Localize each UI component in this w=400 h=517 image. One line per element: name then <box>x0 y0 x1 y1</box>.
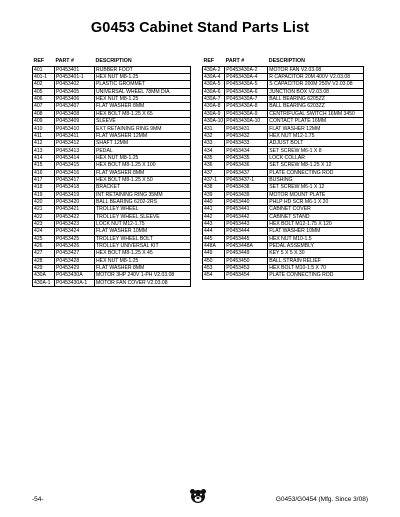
part-number-cell: P0453425 <box>55 235 95 242</box>
description-cell: SET SCREW M6-1 X 12 <box>268 184 364 191</box>
table-row <box>33 162 191 169</box>
description-cell: FLAT WASHER 10MM <box>268 228 364 235</box>
description-cell: BALL BEARING 6203ZZ <box>268 103 364 110</box>
description-cell: FLAT WASHER 12MM <box>95 132 191 139</box>
ref-cell: 419 <box>33 191 55 198</box>
description-cell: FLAT WASHER 10MM <box>95 228 191 235</box>
ref-cell: 430A-2 <box>203 66 225 73</box>
header-part: PART # <box>55 58 95 66</box>
part-number-cell: P0453422 <box>55 213 95 220</box>
description-cell: CENTRIFUGAL SWITCH 16MM 3450 <box>268 110 364 117</box>
ref-cell: 430A-10 <box>204 118 224 125</box>
description-cell: LOCK NUT M12-1.75 <box>95 220 191 227</box>
description-cell: PLATE CONNECTING ROD <box>268 169 364 176</box>
part-number-cell: P0453449 <box>225 250 268 257</box>
ref-cell: 430A-7 <box>203 96 225 103</box>
part-number-cell: P0453430A-2 <box>225 66 268 73</box>
part-number-cell: P0453406 <box>55 96 95 103</box>
table-row <box>203 110 364 117</box>
ref-cell: 445 <box>203 235 225 242</box>
table-row <box>203 125 364 132</box>
description-cell: S CAPACITOR 200M 250V V2.03.08 <box>268 81 364 88</box>
part-number-cell: P0453428 <box>55 257 95 264</box>
description-cell: FLAT WASHER 8MM <box>95 103 191 110</box>
table-row <box>203 154 364 161</box>
table-row <box>33 66 191 73</box>
part-number-cell: P0453419 <box>55 191 95 198</box>
part-number-cell: P0453430A-4 <box>225 74 268 81</box>
ref-cell: 401 <box>33 66 55 73</box>
ref-cell: 449 <box>203 250 225 257</box>
table-row <box>203 213 364 220</box>
ref-cell: 431 <box>203 125 225 132</box>
part-number-cell: P0453405 <box>55 88 95 95</box>
table-row <box>33 81 191 88</box>
ref-cell: 424 <box>33 228 55 235</box>
description-cell: FLAT WASHER 8MM <box>95 169 191 176</box>
ref-cell: 443 <box>203 220 225 227</box>
ref-cell: 421 <box>33 206 55 213</box>
part-number-cell: P0453430A-9 <box>225 110 268 117</box>
ref-cell: 416 <box>33 169 55 176</box>
description-cell: TROLLEY WHEEL BOLT <box>95 235 191 242</box>
ref-cell: 415 <box>33 162 55 169</box>
part-number-cell: P0453430A-8 <box>225 103 268 110</box>
table-row <box>33 88 191 95</box>
ref-cell: 430A-5 <box>203 81 225 88</box>
part-number-cell: P0453430A-1 <box>55 279 95 286</box>
ref-cell: 428 <box>33 257 55 264</box>
ref-cell: 422 <box>33 213 55 220</box>
parts-table-right <box>202 58 364 280</box>
table-row <box>33 250 191 257</box>
ref-cell: 430A-4 <box>203 74 225 81</box>
description-cell: SET SCREW M6-1 X 8 <box>268 147 364 154</box>
table-row <box>203 257 364 264</box>
description-cell: HEX NUT M8-1.25 <box>95 96 191 103</box>
page-title: G0453 Cabinet Stand Parts List <box>90 20 310 36</box>
part-number-cell: P0453432 <box>225 132 268 139</box>
table-row <box>203 220 364 227</box>
part-number-cell: P0453415 <box>55 162 95 169</box>
part-number-cell: P0453429 <box>55 264 95 271</box>
table-row <box>203 132 364 139</box>
part-number-cell: P0453442 <box>225 213 268 220</box>
ref-cell: 439 <box>203 191 225 198</box>
ref-cell: 430A-8 <box>203 103 225 110</box>
part-number-cell: P0453401-1 <box>55 74 95 81</box>
part-number-cell: P0453435 <box>225 154 268 161</box>
document-id: G0453/G0454 (Mfg. Since 3/08) <box>275 496 368 503</box>
page-number: -54- <box>32 496 44 503</box>
description-cell: MOTOR 3HP 240V 1-PH V2.03.08 <box>95 272 191 279</box>
ref-cell: 444 <box>203 228 225 235</box>
description-cell: HEX BOLT M8-1.25 X 45 <box>95 250 191 257</box>
table-row <box>33 110 191 117</box>
table-row <box>203 206 364 213</box>
table-row <box>203 235 364 242</box>
description-cell: HEX BOLT M12-1.75 X 120 <box>268 220 364 227</box>
description-cell: ADJUST BOLT <box>268 140 364 147</box>
description-cell: HEX NUT M10-1.5 <box>268 235 364 242</box>
part-number-cell: P0453426 <box>55 242 95 249</box>
part-number-cell: P0453420 <box>55 198 95 205</box>
parts-table-left <box>32 58 191 287</box>
table-row <box>203 96 364 103</box>
part-number-cell: P0453438 <box>225 184 268 191</box>
part-number-cell: P0453430A-6 <box>225 88 268 95</box>
ref-cell: 423 <box>33 220 55 227</box>
part-number-cell: P0453437-1 <box>225 176 268 183</box>
description-cell: TROLLEY WHEEL SLEEVE <box>95 213 191 220</box>
ref-cell: 425 <box>33 235 55 242</box>
part-number-cell: P0453408 <box>55 110 95 117</box>
table-row <box>203 118 364 125</box>
description-cell: MOTOR MOUNT PLATE <box>268 191 364 198</box>
description-cell: BALL BEARING 6205ZZ <box>268 96 364 103</box>
part-number-cell: P0453409 <box>55 118 95 125</box>
description-cell: FLAT WASHER 12MM <box>268 125 364 132</box>
table-row <box>33 206 191 213</box>
ref-cell: 432 <box>203 132 225 139</box>
table-row <box>203 66 364 73</box>
part-number-cell: P0453437 <box>225 169 268 176</box>
table-row <box>33 279 191 286</box>
part-number-cell: P0453443 <box>225 220 268 227</box>
table-row <box>203 81 364 88</box>
part-number-cell: P0453418 <box>55 184 95 191</box>
ref-cell: 418 <box>33 184 55 191</box>
ref-cell: 409 <box>33 118 55 125</box>
description-cell: FLAT WASHER 8MM <box>95 264 191 271</box>
part-number-cell: P0453424 <box>55 228 95 235</box>
ref-cell: 430A-9 <box>203 110 225 117</box>
description-cell: HEX NUT M8-1.25 <box>95 154 191 161</box>
part-number-cell: P0453410 <box>55 125 95 132</box>
description-cell: CABINET STAND <box>268 213 364 220</box>
ref-cell: 434 <box>203 147 225 154</box>
description-cell: BALL STRAIN RELIEF <box>268 257 364 264</box>
description-cell: INT RETAINING RING 35MM <box>95 191 191 198</box>
header-description: DESCRIPTION <box>268 58 364 66</box>
ref-cell: 436 <box>203 162 225 169</box>
description-cell: MOTOR FAN V2.03.08 <box>268 66 364 73</box>
table-row <box>203 272 364 279</box>
header-ref: REF <box>203 58 225 66</box>
table-row <box>33 103 191 110</box>
part-number-cell: P0453416 <box>55 169 95 176</box>
part-number-cell: P0453453 <box>225 264 268 271</box>
table-row <box>33 235 191 242</box>
ref-cell: 448A <box>203 242 225 249</box>
part-number-cell: P0453411 <box>55 132 95 139</box>
ref-cell: 427 <box>33 250 55 257</box>
part-number-cell: P0453439 <box>225 191 268 198</box>
part-number-cell: P0453448A <box>225 242 268 249</box>
ref-cell: 440 <box>203 198 225 205</box>
description-cell: HEX NUT M8-1.25 <box>95 74 191 81</box>
ref-cell: 437-1 <box>203 176 225 183</box>
table-row <box>33 154 191 161</box>
part-number-cell: P0453454 <box>225 272 268 279</box>
table-row <box>203 184 364 191</box>
part-number-cell: P0453423 <box>55 220 95 227</box>
part-number-cell: P0453445 <box>225 235 268 242</box>
table-header <box>203 58 364 66</box>
table-row <box>33 184 191 191</box>
ref-cell: 430A-6 <box>203 88 225 95</box>
part-number-cell: P0453413 <box>55 147 95 154</box>
description-cell: SET SCREW M8-1.25 X 12 <box>268 162 364 169</box>
ref-cell: 435 <box>203 154 225 161</box>
table-row <box>203 169 364 176</box>
description-cell: TROLLEY WHEEL <box>95 206 191 213</box>
description-cell: HEX NUT M8-1.25 <box>95 257 191 264</box>
ref-cell: 414 <box>33 154 55 161</box>
description-cell: RUBBER FOOT <box>95 66 191 73</box>
part-number-cell: P0453421 <box>55 206 95 213</box>
part-number-cell: P0453430A-7 <box>225 96 268 103</box>
ref-cell: 433 <box>203 140 225 147</box>
part-number-cell: P0453402 <box>55 81 95 88</box>
description-cell: BRACKET <box>95 184 191 191</box>
description-cell: PLASTIC GROMMET <box>95 81 191 88</box>
part-number-cell: P0453412 <box>55 140 95 147</box>
ref-cell: 453 <box>203 264 225 271</box>
ref-cell: 426 <box>33 242 55 249</box>
description-cell: HEX BOLT M8-1.25 X 50 <box>95 176 191 183</box>
description-cell: UNIVERSAL WHEEL 78MM DIA <box>95 88 191 95</box>
table-row <box>203 140 364 147</box>
description-cell: TROLLEY UNIVERSAL KIT <box>95 242 191 249</box>
ref-cell: 429 <box>33 264 55 271</box>
table-row <box>33 257 191 264</box>
part-number-cell: P0453450 <box>225 257 268 264</box>
table-row <box>33 147 191 154</box>
description-cell: PEDAL <box>95 147 191 154</box>
table-row <box>33 213 191 220</box>
table-row <box>33 191 191 198</box>
table-row <box>33 242 191 249</box>
description-cell: HEX BOLT M8-1.25 X 65 <box>95 110 191 117</box>
part-number-cell: P0453417 <box>55 176 95 183</box>
ref-cell: 407 <box>33 103 55 110</box>
description-cell: EXT RETAINING RING 9MM <box>95 125 191 132</box>
ref-cell: 402 <box>33 81 55 88</box>
part-number-cell: P0453441 <box>225 206 268 213</box>
table-row <box>203 147 364 154</box>
table-header <box>33 58 191 66</box>
description-cell: PLATE CONNECTING ROD <box>268 272 364 279</box>
table-row <box>203 88 364 95</box>
part-number-cell: P0453427 <box>55 250 95 257</box>
table-row <box>33 132 191 139</box>
description-cell: CONTACT PLATE 16MM <box>268 118 364 125</box>
part-number-cell: P0453436 <box>225 162 268 169</box>
description-cell: HEX BOLT M8-1.25 X 100 <box>95 162 191 169</box>
table-row <box>33 272 191 279</box>
description-cell: BUSHING <box>268 176 364 183</box>
part-number-cell: P0453401 <box>55 66 95 73</box>
description-cell: CABINET COVER <box>268 206 364 213</box>
ref-cell: 410 <box>33 125 55 132</box>
table-row <box>33 198 191 205</box>
table-row <box>203 162 364 169</box>
table-row <box>33 264 191 271</box>
ref-cell: 408 <box>33 110 55 117</box>
table-row <box>203 242 364 249</box>
table-row <box>203 191 364 198</box>
ref-cell: 420 <box>33 198 55 205</box>
table-row <box>33 125 191 132</box>
description-cell: LOCK COLLAR <box>268 154 364 161</box>
description-cell: HEX NUT M12-1.75 <box>268 132 364 139</box>
table-row <box>33 176 191 183</box>
table-row <box>203 103 364 110</box>
description-cell: SHAFT 12MM <box>95 140 191 147</box>
header-description: DESCRIPTION <box>95 58 191 66</box>
header-ref: REF <box>33 58 55 66</box>
part-number-cell: P0453444 <box>225 228 268 235</box>
part-number-cell: P0453431 <box>225 125 268 132</box>
ref-cell: 405 <box>33 88 55 95</box>
table-row <box>203 176 364 183</box>
table-row <box>33 118 191 125</box>
part-number-cell: P0453430A <box>55 272 95 279</box>
part-number-cell: P0453430A-5 <box>225 81 268 88</box>
ref-cell: 412 <box>33 140 55 147</box>
table-row <box>33 140 191 147</box>
ref-cell: 454 <box>203 272 225 279</box>
table-row <box>33 169 191 176</box>
part-number-cell: P0453430A-10 <box>225 118 268 125</box>
ref-cell: 417 <box>33 176 55 183</box>
description-cell: JUNCTION BOX V2.03.08 <box>268 88 364 95</box>
table-row <box>33 74 191 81</box>
part-number-cell: P0453407 <box>55 103 95 110</box>
description-cell: BALL BEARING 6202-2RS <box>95 198 191 205</box>
table-row <box>203 264 364 271</box>
ref-cell: 430A <box>33 272 55 279</box>
ref-cell: 450 <box>203 257 225 264</box>
part-number-cell: P0453414 <box>55 154 95 161</box>
ref-cell: 411 <box>33 132 55 139</box>
ref-cell: 401-1 <box>33 74 55 81</box>
part-number-cell: P0453440 <box>225 198 268 205</box>
ref-cell: 437 <box>203 169 225 176</box>
part-number-cell: P0453434 <box>225 147 268 154</box>
header-part: PART # <box>225 58 268 66</box>
table-row <box>33 96 191 103</box>
description-cell: KEY 5 X 5 X 30 <box>268 250 364 257</box>
part-number-cell: P0453433 <box>225 140 268 147</box>
description-cell: PEDAL ASSEMBLY <box>268 242 364 249</box>
ref-cell: 413 <box>33 147 55 154</box>
table-row <box>33 220 191 227</box>
description-cell: SLEEVE <box>95 118 191 125</box>
bear-head-icon <box>189 488 207 504</box>
ref-cell: 438 <box>203 184 225 191</box>
description-cell: PHLP HD SCR M6-1 X 20 <box>268 198 364 205</box>
ref-cell: 406 <box>33 96 55 103</box>
description-cell: R CAPACITOR 20M 400V V2.03.08 <box>268 74 364 81</box>
table-row <box>33 228 191 235</box>
table-row <box>203 228 364 235</box>
ref-cell: 430A-1 <box>33 279 55 286</box>
description-cell: MOTOR FAN COVER V2.03.08 <box>95 279 191 286</box>
table-row <box>203 74 364 81</box>
table-row <box>203 198 364 205</box>
ref-cell: 441 <box>203 206 225 213</box>
description-cell: HEX BOLT M10-1.5 X 70 <box>268 264 364 271</box>
table-row <box>203 250 364 257</box>
ref-cell: 442 <box>203 213 225 220</box>
